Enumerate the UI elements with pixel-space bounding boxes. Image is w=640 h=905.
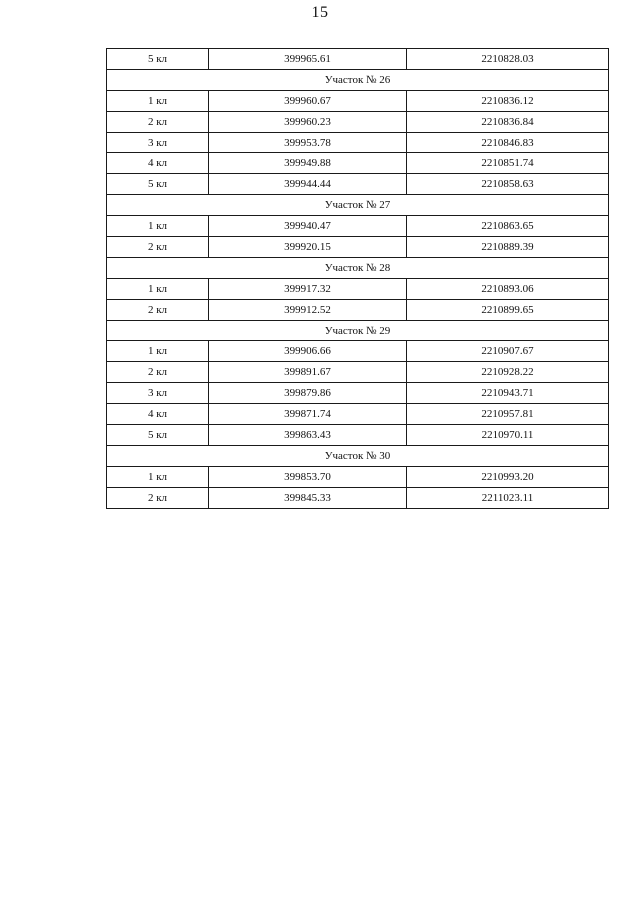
y-coordinate: 2210836.12 <box>407 90 609 111</box>
point-label: 3 кл <box>107 132 209 153</box>
table-row <box>107 466 609 487</box>
point-label: 2 кл <box>107 111 209 132</box>
point-label: 2 кл <box>107 299 209 320</box>
x-coordinate: 399891.67 <box>209 362 407 383</box>
point-label: 5 кл <box>107 49 209 70</box>
x-coordinate: 399871.74 <box>209 404 407 425</box>
section-header-row <box>107 69 609 90</box>
y-coordinate: 2210943.71 <box>407 383 609 404</box>
section-title: Участок № 30 <box>107 445 609 466</box>
point-label: 4 кл <box>107 153 209 174</box>
point-label: 4 кл <box>107 404 209 425</box>
y-coordinate: 2210851.74 <box>407 153 609 174</box>
x-coordinate: 399953.78 <box>209 132 407 153</box>
section-header-row <box>107 445 609 466</box>
x-coordinate: 399845.33 <box>209 487 407 508</box>
table-row <box>107 237 609 258</box>
y-coordinate: 2211023.11 <box>407 487 609 508</box>
coordinates-table <box>106 48 609 509</box>
table-row <box>107 49 609 70</box>
table-row <box>107 487 609 508</box>
table-row <box>107 132 609 153</box>
point-label: 1 кл <box>107 216 209 237</box>
y-coordinate: 2210863.65 <box>407 216 609 237</box>
table-row <box>107 299 609 320</box>
section-title: Участок № 27 <box>107 195 609 216</box>
y-coordinate: 2210970.11 <box>407 425 609 446</box>
x-coordinate: 399960.67 <box>209 90 407 111</box>
y-coordinate: 2210928.22 <box>407 362 609 383</box>
table-row <box>107 153 609 174</box>
section-header-row <box>107 320 609 341</box>
x-coordinate: 399920.15 <box>209 237 407 258</box>
table-row <box>107 383 609 404</box>
point-label: 1 кл <box>107 278 209 299</box>
table-row <box>107 216 609 237</box>
x-coordinate: 399917.32 <box>209 278 407 299</box>
section-title: Участок № 29 <box>107 320 609 341</box>
y-coordinate: 2210957.81 <box>407 404 609 425</box>
table-row <box>107 174 609 195</box>
point-label: 3 кл <box>107 383 209 404</box>
table-row <box>107 90 609 111</box>
point-label: 2 кл <box>107 237 209 258</box>
section-title: Участок № 26 <box>107 69 609 90</box>
table-row <box>107 111 609 132</box>
table-row <box>107 425 609 446</box>
coordinates-table-body <box>107 49 609 509</box>
y-coordinate: 2210893.06 <box>407 278 609 299</box>
x-coordinate: 399965.61 <box>209 49 407 70</box>
x-coordinate: 399906.66 <box>209 341 407 362</box>
x-coordinate: 399944.44 <box>209 174 407 195</box>
point-label: 1 кл <box>107 466 209 487</box>
point-label: 2 кл <box>107 487 209 508</box>
y-coordinate: 2210836.84 <box>407 111 609 132</box>
section-header-row <box>107 195 609 216</box>
section-header-row <box>107 257 609 278</box>
x-coordinate: 399853.70 <box>209 466 407 487</box>
point-label: 5 кл <box>107 174 209 195</box>
y-coordinate: 2210899.65 <box>407 299 609 320</box>
x-coordinate: 399949.88 <box>209 153 407 174</box>
x-coordinate: 399940.47 <box>209 216 407 237</box>
table-row <box>107 362 609 383</box>
x-coordinate: 399863.43 <box>209 425 407 446</box>
point-label: 1 кл <box>107 90 209 111</box>
x-coordinate: 399879.86 <box>209 383 407 404</box>
y-coordinate: 2210889.39 <box>407 237 609 258</box>
y-coordinate: 2210907.67 <box>407 341 609 362</box>
y-coordinate: 2210993.20 <box>407 466 609 487</box>
table-row <box>107 341 609 362</box>
point-label: 1 кл <box>107 341 209 362</box>
table-row <box>107 404 609 425</box>
y-coordinate: 2210846.83 <box>407 132 609 153</box>
x-coordinate: 399960.23 <box>209 111 407 132</box>
section-title: Участок № 28 <box>107 257 609 278</box>
point-label: 2 кл <box>107 362 209 383</box>
x-coordinate: 399912.52 <box>209 299 407 320</box>
point-label: 5 кл <box>107 425 209 446</box>
y-coordinate: 2210828.03 <box>407 49 609 70</box>
table-row <box>107 278 609 299</box>
page-number: 15 <box>311 4 329 21</box>
y-coordinate: 2210858.63 <box>407 174 609 195</box>
